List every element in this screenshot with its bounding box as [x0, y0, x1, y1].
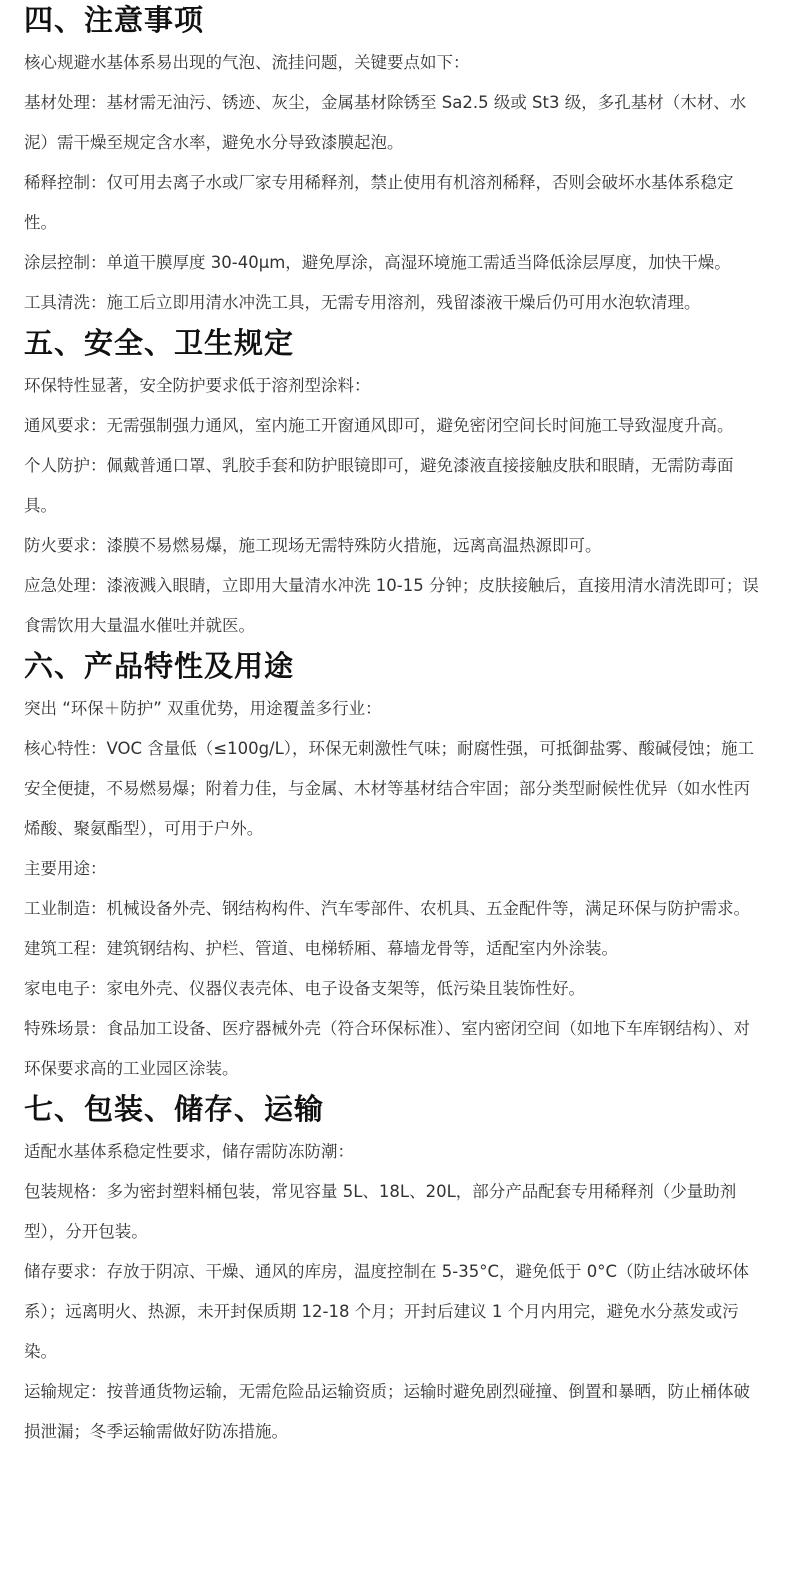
section-features-uses [24, 646, 766, 1089]
item-text: 仅可用去离子水或厂家专用稀释剂，禁止使用有机溶剂稀释，否则会破坏水基体系稳定性。 [24, 173, 734, 232]
list-item [24, 566, 766, 646]
item-label: 防火要求： [24, 536, 107, 555]
item-label: 主要用途： [24, 859, 107, 878]
item-label: 储存要求： [24, 1262, 107, 1281]
list-item [24, 1172, 766, 1252]
list-item [24, 283, 766, 323]
list-item [24, 729, 766, 849]
section-packaging-storage-transport [24, 1089, 766, 1452]
item-label: 工具清洗： [24, 293, 107, 312]
item-label: 运输规定： [24, 1382, 107, 1401]
item-label: 基材处理： [24, 93, 107, 112]
section-intro: 突出 “环保＋防护” 双重优势，用途覆盖多行业： [24, 699, 382, 718]
list-item [24, 526, 766, 566]
list-item [24, 1009, 766, 1089]
item-label: 建筑工程： [24, 939, 107, 958]
section-intro: 适配水基体系稳定性要求，储存需防冻防潮： [24, 1142, 354, 1161]
list-item [24, 163, 766, 243]
list-item [24, 446, 766, 526]
list-item [24, 929, 766, 969]
item-text: 按普通货物运输，无需危险品运输资质；运输时避免剧烈碰撞、倒置和暴晒，防止桶体破损泄漏；冬季运输需做好防冻措施。 [24, 1382, 750, 1441]
item-label: 通风要求： [24, 416, 107, 435]
list-item [24, 406, 766, 446]
item-text: 漆膜不易燃易爆，施工现场无需特殊防火措施，远离高温热源即可。 [106, 536, 602, 555]
item-label: 应急处理： [24, 576, 107, 595]
item-label: 核心特性： [24, 739, 107, 758]
item-label: 家电电子： [24, 979, 107, 998]
item-text: 食品加工设备、医疗器械外壳（符合环保标准）、室内密闭空间（如地下车库钢结构）、对环保要求高的工业园区涂装。 [24, 1019, 750, 1078]
item-label: 个人防护： [24, 456, 107, 475]
section-intro: 核心规避水基体系易出现的气泡、流挂问题，关键要点如下： [24, 53, 470, 72]
section-title: 六、产品特性及用途 [24, 649, 295, 683]
item-label: 工业制造： [24, 899, 107, 918]
list-item [24, 849, 766, 889]
section-intro: 环保特性显著，安全防护要求低于溶剂型涂料： [24, 376, 371, 395]
list-item [24, 1252, 766, 1372]
item-text: 佩戴普通口罩、乳胶手套和防护眼镜即可，避免漆液直接接触皮肤和眼睛，无需防毒面具。 [24, 456, 734, 515]
item-text: 基材需无油污、锈迹、灰尘，金属基材除锈至 Sa2.5 级或 St3 级，多孔基材（木材、水泥）需干燥至规定含水率，避免水分导致漆膜起泡。 [24, 93, 747, 152]
list-item [24, 969, 766, 1009]
section-title: 四、注意事项 [24, 3, 205, 37]
item-label: 稀释控制： [24, 173, 107, 192]
item-text: VOC 含量低（≤100g/L），环保无刺激性气味；耐腐性强，可抵御盐雾、酸碱侵蚀；施工安全便捷，不易燃易爆；附着力佳，与金属、木材等基材结合牢固；部分类型耐候性优异（如水性丙烯酸、聚氨酯型），可用于户外。 [24, 739, 755, 838]
section-precautions [24, 0, 766, 323]
item-text: 机械设备外壳、钢结构构件、汽车零部件、农机具、五金配件等，满足环保与防护需求。 [106, 899, 750, 918]
item-text: 存放于阴凉、干燥、通风的库房，温度控制在 5-35°C，避免低于 0°C（防止结冰破坏体系）；远离明火、热源，未开封保质期 12-18 个月；开封后建议 1 个月内用完，避免水分蒸发或污染。 [24, 1262, 749, 1361]
list-item [24, 83, 766, 163]
section-safety-hygiene [24, 323, 766, 646]
list-item [24, 243, 766, 283]
section-title: 五、安全、卫生规定 [24, 326, 295, 360]
item-text: 无需强制强力通风，室内施工开窗通风即可，避免密闭空间长时间施工导致湿度升高。 [106, 416, 734, 435]
item-text: 家电外壳、仪器仪表壳体、电子设备支架等，低污染且装饰性好。 [106, 979, 585, 998]
item-text: 漆液溅入眼睛，立即用大量清水冲洗 10-15 分钟；皮肤接触后，直接用清水清洗即可；误食需饮用大量温水催吐并就医。 [24, 576, 759, 635]
list-item [24, 1372, 766, 1452]
item-text: 单道干膜厚度 30-40μm，避免厚涂，高湿环境施工需适当降低涂层厚度，加快干燥。 [106, 253, 731, 272]
item-label: 特殊场景： [24, 1019, 107, 1038]
item-text: 多为密封塑料桶包装，常见容量 5L、18L、20L，部分产品配套专用稀释剂（少量助剂型），分开包装。 [24, 1182, 737, 1241]
item-label: 包装规格： [24, 1182, 107, 1201]
item-text: 施工后立即用清水冲洗工具，无需专用溶剂，残留漆液干燥后仍可用水泡软清理。 [106, 293, 701, 312]
item-label: 涂层控制： [24, 253, 107, 272]
list-item [24, 889, 766, 929]
item-text: 建筑钢结构、护栏、管道、电梯轿厢、幕墙龙骨等，适配室内外涂装。 [106, 939, 618, 958]
section-title: 七、包装、储存、运输 [24, 1092, 325, 1126]
